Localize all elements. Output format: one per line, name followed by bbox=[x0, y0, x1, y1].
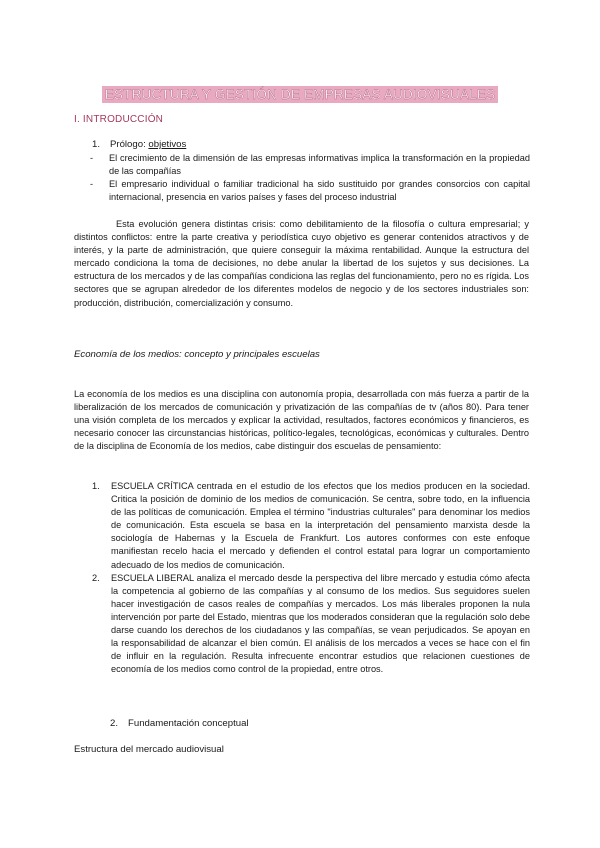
schools-list bbox=[92, 480, 530, 676]
school-number: 1. bbox=[92, 481, 100, 491]
numbered-item-prologo bbox=[92, 139, 186, 150]
intro-paragraph: Esta evolución genera distintas crisis: como debilitamiento de la filosofía o cultura empresarial; y distintos conflictos: entre la parte creativa y periodística cuyo objetivo es generar contenidos atractivos y de interés, y la parte de administración, que quiere conseguir la máxima rentabilidad. Aunque la estructura del mercado condiciona la toma de decisiones, no debe anular la libertad de los sujetos y sus decisiones. La estructura de los mercados y de las compañías condiciona las reglas del funcionamiento, pero no es rígida. Los sectores que se agrupan alrededor de los diferentes modelos de negocio y de los sectores industriales son: producción, distribución, comercialización y consumo. bbox=[74, 219, 529, 308]
bullet-item bbox=[90, 152, 530, 178]
item-number: 1. bbox=[92, 139, 101, 150]
structure-heading: Estructura del mercado audiovisual bbox=[74, 744, 224, 755]
item-label: Prólogo: bbox=[110, 139, 149, 150]
bullet-list bbox=[90, 152, 530, 204]
bullet-item bbox=[90, 178, 530, 204]
school-text: ESCUELA CRÍTICA centrada en el estudio de los efectos que los medios producen en la sociedad. Critica la posición de dominio de los medios de comunicación. Se centra, sobre todo, en la influencia de las políticas de comunicación. Emplea el término "industrias culturales" para denominar los medios de comunicación. Esta escuela se basa en la interpretación del pensamiento marxista desde la sociología de Habernas y la Escuela de Frankfurt. Los autores conformes con este enfoque manifiestan recelo hacia el mercado y defienden el control estatal para lograr un comportamiento adecuado de los medios de comunicación. bbox=[111, 481, 530, 570]
document-title: ESTRUCTURA Y GESTIÓN DE EMPRESAS AUDIOVISUALES bbox=[102, 86, 499, 103]
section-heading: I. INTRODUCCIÓN bbox=[74, 114, 164, 125]
school-text: ESCUELA LIBERAL analiza el mercado desde la perspectiva del libre mercado y estudia cómo afecta la competencia al gobierno de las compañías y al consumo de los medios. Sus seguidores suelen hacer investigación de casos reales de compañías y mercados. Los más liberales proponen la nula intervención por parte del Estado, mientras que los moderados consideran que la regulación solo debe darse cuando los derechos de los ciudadanos y las compañías, se vean perjudicados. Se apoyan en la responsabilidad de alcanzar el bien común. El análisis de los mercados a veces se hace con el fin de influir en la regulación. Resulta infrecuente encontrar estudios que relacionen cuestiones de economía de los medios como control de la propiedad, entre otros. bbox=[111, 572, 530, 675]
school-item-critica bbox=[92, 480, 530, 572]
item-label: Fundamentación conceptual bbox=[128, 718, 249, 729]
economy-paragraph: La economía de los medios es una disciplina con autonomía propia, desarrollada con más fuerza a partir de la liberalización de los mercados de comunicación y privatización de las compañías de tv (años 80). Para tener una visión completa de los mercados y explicar la actividad, resultados, factores económicos y financieros, es necesario conocer las circunstancias históricas, político-legales, tecnológicas, económicas y culturales. Dentro de la disciplina de Economía de los medios, cabe distinguir dos escuelas de pensamiento: bbox=[74, 389, 529, 452]
school-number: 2. bbox=[92, 572, 100, 583]
title-wrap bbox=[0, 86, 600, 104]
school-item-liberal bbox=[92, 572, 530, 677]
numbered-item-fundamentacion bbox=[110, 718, 249, 729]
bullet-marker: - bbox=[90, 179, 94, 190]
bullet-text: El crecimiento de la dimensión de las empresas informativas implica la transformación en la propiedad de las compañías bbox=[109, 153, 530, 177]
objetivos-link[interactable]: objetivos bbox=[148, 139, 187, 150]
subheading-economia: Economía de los medios: concepto y principales escuelas bbox=[74, 349, 320, 360]
bullet-text: El empresario individual o familiar tradicional ha sido sustituido por grandes consorcios con capital internacional, presencia en varios países y fases del proceso industrial bbox=[109, 179, 530, 203]
bullet-marker: - bbox=[90, 153, 94, 163]
item-number: 2. bbox=[110, 718, 119, 729]
